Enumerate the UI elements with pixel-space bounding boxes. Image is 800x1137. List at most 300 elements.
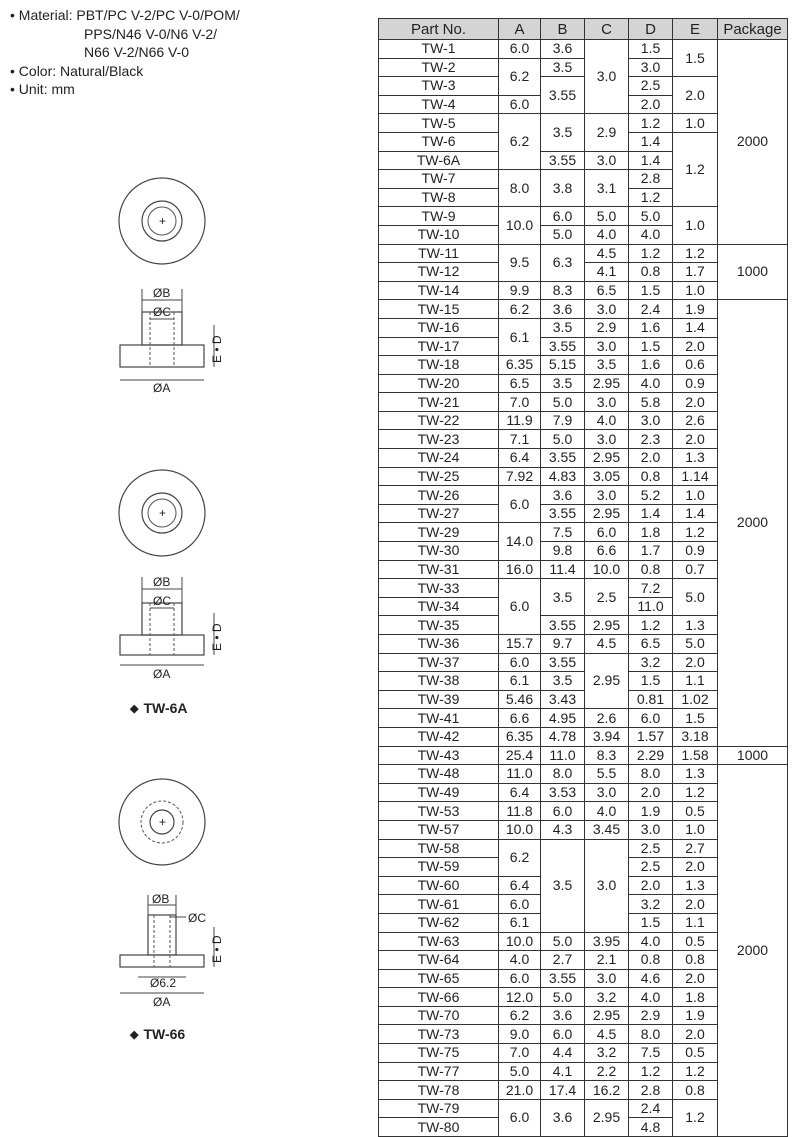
dim-a-cell: 6.4 bbox=[499, 876, 541, 895]
dim-e-cell: 1.9 bbox=[673, 1006, 718, 1025]
table-row bbox=[379, 40, 788, 59]
dim-e-cell: 0.5 bbox=[673, 932, 718, 951]
dim-e-cell: 1.0 bbox=[673, 207, 718, 244]
dim-c-cell: 6.5 bbox=[585, 281, 629, 300]
dim-b-cell: 3.5 bbox=[541, 374, 585, 393]
part-no-cell: TW-7 bbox=[379, 170, 499, 189]
dim-d-cell: 7.5 bbox=[629, 1044, 673, 1063]
dim-c-cell: 3.0 bbox=[585, 486, 629, 505]
dim-b: ØB bbox=[153, 286, 171, 300]
dim-e-cell: 1.4 bbox=[673, 318, 718, 337]
dim-c: ØC bbox=[188, 911, 206, 925]
dim-c-cell: 3.95 bbox=[585, 932, 629, 951]
part-no-cell: TW-6 bbox=[379, 132, 499, 151]
dim-a: ØA bbox=[153, 667, 171, 681]
dim-e-cell: 2.0 bbox=[673, 858, 718, 877]
dim-b-cell: 6.0 bbox=[541, 207, 585, 226]
dim-e-cell: 2.0 bbox=[673, 393, 718, 412]
dim-b-cell: 3.55 bbox=[541, 449, 585, 468]
part-no-cell: TW-34 bbox=[379, 597, 499, 616]
dim-c-cell: 3.0 bbox=[585, 151, 629, 170]
part-no-cell: TW-35 bbox=[379, 616, 499, 635]
dim-c-cell: 3.0 bbox=[585, 430, 629, 449]
dim-e-cell: 1.0 bbox=[673, 281, 718, 300]
dim-d-cell: 3.0 bbox=[629, 58, 673, 77]
dim-c-cell: 3.0 bbox=[585, 783, 629, 802]
package-cell: 2000 bbox=[718, 300, 788, 746]
dim-d-cell: 1.5 bbox=[629, 40, 673, 59]
dim-c-cell: 2.95 bbox=[585, 1099, 629, 1136]
dim-e-cell: 0.5 bbox=[673, 802, 718, 821]
dim-c-cell: 8.3 bbox=[585, 746, 629, 765]
part-no-cell: TW-18 bbox=[379, 356, 499, 375]
dim-d-cell: 11.0 bbox=[629, 597, 673, 616]
dim-a-cell: 6.4 bbox=[499, 449, 541, 468]
header-cell: Package bbox=[718, 19, 788, 40]
dim-e-cell: 1.5 bbox=[673, 709, 718, 728]
dim-a-cell: 7.0 bbox=[499, 1044, 541, 1063]
dim-b-cell: 3.55 bbox=[541, 77, 585, 114]
dim-b-cell: 5.0 bbox=[541, 393, 585, 412]
dim-a-cell: 8.0 bbox=[499, 170, 541, 207]
dim-a-cell: 9.9 bbox=[499, 281, 541, 300]
dim-b-cell: 4.83 bbox=[541, 467, 585, 486]
dim-d62: Ø6.2 bbox=[150, 976, 177, 990]
dim-b-cell: 3.55 bbox=[541, 337, 585, 356]
dim-d-cell: 4.0 bbox=[629, 932, 673, 951]
dim-c-cell: 3.0 bbox=[585, 300, 629, 319]
part-no-cell: TW-39 bbox=[379, 690, 499, 709]
dim-a-cell: 6.4 bbox=[499, 783, 541, 802]
dim-c-cell: 3.5 bbox=[585, 356, 629, 375]
dim-b-cell: 6.3 bbox=[541, 244, 585, 281]
part-no-cell: TW-27 bbox=[379, 504, 499, 523]
dim-b-cell: 4.95 bbox=[541, 709, 585, 728]
dim-d-cell: 0.81 bbox=[629, 690, 673, 709]
dim-e-cell: 2.0 bbox=[673, 77, 718, 114]
dim-d-cell: 2.0 bbox=[629, 449, 673, 468]
dim-b-cell: 3.6 bbox=[541, 486, 585, 505]
dim-d-cell: 3.2 bbox=[629, 895, 673, 914]
dim-b-cell: 9.8 bbox=[541, 542, 585, 561]
part-no-cell: TW-12 bbox=[379, 263, 499, 282]
dim-c-cell: 3.45 bbox=[585, 820, 629, 839]
dim-c-cell: 4.1 bbox=[585, 263, 629, 282]
dim-d-cell: 2.0 bbox=[629, 876, 673, 895]
dim-a-cell: 6.1 bbox=[499, 672, 541, 691]
part-no-cell: TW-5 bbox=[379, 114, 499, 133]
dim-e-cell: 1.7 bbox=[673, 263, 718, 282]
dim-e-cell: 0.8 bbox=[673, 1081, 718, 1100]
part-no-cell: TW-29 bbox=[379, 523, 499, 542]
dim-b-cell: 9.7 bbox=[541, 635, 585, 654]
dim-d-cell: 5.8 bbox=[629, 393, 673, 412]
grommet-drawing-tw66 bbox=[100, 765, 260, 1025]
dim-c-cell: 2.9 bbox=[585, 114, 629, 151]
dim-a-cell: 6.2 bbox=[499, 839, 541, 876]
dim-e-cell: 2.0 bbox=[673, 430, 718, 449]
dim-e-cell: 1.0 bbox=[673, 486, 718, 505]
dim-e-cell: 2.0 bbox=[673, 969, 718, 988]
flange-outline bbox=[120, 635, 204, 655]
svg-text:+: + bbox=[159, 506, 167, 520]
dim-b-cell: 3.5 bbox=[541, 58, 585, 77]
dim-b-cell: 3.55 bbox=[541, 969, 585, 988]
dim-d-cell: 5.2 bbox=[629, 486, 673, 505]
material-line: N66 V-2/N66 V-0 bbox=[84, 44, 190, 60]
dim-b-cell: 3.5 bbox=[541, 114, 585, 151]
part-no-cell: TW-14 bbox=[379, 281, 499, 300]
dim-b-cell: 4.4 bbox=[541, 1044, 585, 1063]
dim-c-cell: 3.0 bbox=[585, 40, 629, 114]
dim-b-cell: 3.6 bbox=[541, 1099, 585, 1136]
dim-a-cell: 6.5 bbox=[499, 374, 541, 393]
dim-e-cell: 5.0 bbox=[673, 635, 718, 654]
dim-d-cell: 0.8 bbox=[629, 951, 673, 970]
dim-e-cell: 1.2 bbox=[673, 1062, 718, 1081]
header-cell: B bbox=[541, 19, 585, 40]
part-no-cell: TW-59 bbox=[379, 858, 499, 877]
dim-b-cell: 4.1 bbox=[541, 1062, 585, 1081]
dim-b-cell: 3.55 bbox=[541, 504, 585, 523]
dim-a-cell: 10.0 bbox=[499, 820, 541, 839]
part-no-cell: TW-49 bbox=[379, 783, 499, 802]
dim-a-cell: 6.1 bbox=[499, 913, 541, 932]
dim-d-cell: 1.2 bbox=[629, 114, 673, 133]
dim-e-cell: 1.3 bbox=[673, 876, 718, 895]
dim-e-cell: 1.14 bbox=[673, 467, 718, 486]
dim-d-cell: 2.0 bbox=[629, 95, 673, 114]
dim-d-cell: 1.2 bbox=[629, 244, 673, 263]
dim-c-cell: 5.0 bbox=[585, 207, 629, 226]
part-no-cell: TW-9 bbox=[379, 207, 499, 226]
dim-a-cell: 11.0 bbox=[499, 765, 541, 784]
dim-c-cell: 2.9 bbox=[585, 318, 629, 337]
table-row bbox=[379, 244, 788, 263]
dim-d-cell: 4.6 bbox=[629, 969, 673, 988]
part-no-cell: TW-36 bbox=[379, 635, 499, 654]
dim-d-cell: 1.5 bbox=[629, 672, 673, 691]
dim-e-cell: 1.0 bbox=[673, 820, 718, 839]
grommet-drawing-1 bbox=[100, 175, 260, 400]
part-no-cell: TW-57 bbox=[379, 820, 499, 839]
dim-d-cell: 2.29 bbox=[629, 746, 673, 765]
part-no-cell: TW-2 bbox=[379, 58, 499, 77]
part-no-cell: TW-6A bbox=[379, 151, 499, 170]
dim-d-cell: 4.0 bbox=[629, 374, 673, 393]
dim-b-cell: 3.5 bbox=[541, 579, 585, 616]
dim-d-cell: 3.0 bbox=[629, 411, 673, 430]
dim-b-cell: 3.6 bbox=[541, 40, 585, 59]
dim-a-cell: 6.2 bbox=[499, 1006, 541, 1025]
header-cell: A bbox=[499, 19, 541, 40]
dim-e-cell: 2.0 bbox=[673, 1025, 718, 1044]
dim-a-cell: 6.0 bbox=[499, 95, 541, 114]
part-no-cell: TW-20 bbox=[379, 374, 499, 393]
dim-c-cell: 2.1 bbox=[585, 951, 629, 970]
part-no-cell: TW-33 bbox=[379, 579, 499, 598]
dim-d-cell: 1.6 bbox=[629, 318, 673, 337]
dim-c-cell: 3.0 bbox=[585, 969, 629, 988]
dim-a-cell: 6.0 bbox=[499, 486, 541, 523]
dim-d-cell: 1.2 bbox=[629, 616, 673, 635]
dim-a-cell: 12.0 bbox=[499, 988, 541, 1007]
dim-e-cell: 1.2 bbox=[673, 783, 718, 802]
dim-b-cell: 5.0 bbox=[541, 988, 585, 1007]
package-cell: 1000 bbox=[718, 746, 788, 765]
dim-b-cell: 6.0 bbox=[541, 1025, 585, 1044]
dim-d-cell: 1.4 bbox=[629, 504, 673, 523]
dim-e-cell: 1.02 bbox=[673, 690, 718, 709]
part-no-cell: TW-38 bbox=[379, 672, 499, 691]
dim-d-cell: 4.8 bbox=[629, 1118, 673, 1137]
dim-d-cell: 2.5 bbox=[629, 839, 673, 858]
dim-d-cell: 4.0 bbox=[629, 988, 673, 1007]
part-no-cell: TW-43 bbox=[379, 746, 499, 765]
dim-e-cell: 0.7 bbox=[673, 560, 718, 579]
svg-text:+: + bbox=[159, 815, 167, 829]
dim-a-cell: 16.0 bbox=[499, 560, 541, 579]
part-no-cell: TW-58 bbox=[379, 839, 499, 858]
dim-a-cell: 6.2 bbox=[499, 300, 541, 319]
part-no-cell: TW-79 bbox=[379, 1099, 499, 1118]
dim-a-cell: 7.92 bbox=[499, 467, 541, 486]
dim-b-cell: 3.55 bbox=[541, 616, 585, 635]
part-no-cell: TW-70 bbox=[379, 1006, 499, 1025]
dim-a-cell: 6.0 bbox=[499, 653, 541, 672]
part-no-cell: TW-10 bbox=[379, 225, 499, 244]
grommet-drawing-tw6a bbox=[100, 465, 260, 690]
dim-c-cell: 2.95 bbox=[585, 504, 629, 523]
dim-e-cell: 0.9 bbox=[673, 542, 718, 561]
dim-c-cell: 3.94 bbox=[585, 727, 629, 746]
dim-c-cell: 5.5 bbox=[585, 765, 629, 784]
header-cell: D bbox=[629, 19, 673, 40]
dim-c-cell: 2.95 bbox=[585, 374, 629, 393]
dim-d-cell: 1.2 bbox=[629, 188, 673, 207]
dim-b-cell: 17.4 bbox=[541, 1081, 585, 1100]
part-no-cell: TW-11 bbox=[379, 244, 499, 263]
part-no-cell: TW-15 bbox=[379, 300, 499, 319]
dim-e-cell: 2.0 bbox=[673, 895, 718, 914]
dim-e-cell: 1.0 bbox=[673, 114, 718, 133]
part-no-cell: TW-4 bbox=[379, 95, 499, 114]
dim-a-cell: 11.8 bbox=[499, 802, 541, 821]
dim-a-cell: 6.6 bbox=[499, 709, 541, 728]
dim-c-cell: 3.0 bbox=[585, 337, 629, 356]
dim-c-cell: 2.2 bbox=[585, 1062, 629, 1081]
dim-d-cell: 1.4 bbox=[629, 151, 673, 170]
material-line: PPS/N46 V-0/N6 V-2/ bbox=[84, 25, 218, 42]
dim-d-cell: 3.0 bbox=[629, 820, 673, 839]
dim-c-cell: 4.0 bbox=[585, 225, 629, 244]
dim-c-cell: 3.1 bbox=[585, 170, 629, 207]
dim-c-cell: 2.95 bbox=[585, 616, 629, 635]
dim-d-cell: 7.2 bbox=[629, 579, 673, 598]
dim-c: ØC bbox=[153, 305, 171, 319]
part-no-cell: TW-41 bbox=[379, 709, 499, 728]
dim-a-cell: 14.0 bbox=[499, 523, 541, 560]
color-line: • Color: Natural/Black bbox=[10, 62, 144, 79]
dim-c-cell: 2.95 bbox=[585, 449, 629, 468]
dim-d-cell: 6.5 bbox=[629, 635, 673, 654]
dim-a-cell: 25.4 bbox=[499, 746, 541, 765]
dim-e-cell: 1.3 bbox=[673, 765, 718, 784]
dim-e-cell: 2.7 bbox=[673, 839, 718, 858]
flange-outline bbox=[120, 955, 204, 967]
part-no-cell: TW-60 bbox=[379, 876, 499, 895]
dim-b-cell: 4.78 bbox=[541, 727, 585, 746]
dim-b-cell: 4.3 bbox=[541, 820, 585, 839]
dim-e-cell: 2.6 bbox=[673, 411, 718, 430]
dim-ed: E • D bbox=[210, 623, 224, 651]
dim-b-cell: 2.7 bbox=[541, 951, 585, 970]
table-row bbox=[379, 746, 788, 765]
dim-e-cell: 0.9 bbox=[673, 374, 718, 393]
body-outline bbox=[148, 915, 176, 955]
dim-b-cell: 3.55 bbox=[541, 653, 585, 672]
dim-c-cell: 2.5 bbox=[585, 579, 629, 616]
dim-d-cell: 2.3 bbox=[629, 430, 673, 449]
dim-d-cell: 2.5 bbox=[629, 77, 673, 96]
dim-c-cell: 2.6 bbox=[585, 709, 629, 728]
dim-c-cell: 3.0 bbox=[585, 839, 629, 932]
dim-e-cell: 1.2 bbox=[673, 244, 718, 263]
dim-b-cell: 3.5 bbox=[541, 839, 585, 932]
dim-d-cell: 4.0 bbox=[629, 225, 673, 244]
dim-a-cell: 6.0 bbox=[499, 579, 541, 635]
header-cell: C bbox=[585, 19, 629, 40]
dim-a-cell: 6.0 bbox=[499, 895, 541, 914]
dim-a-cell: 9.0 bbox=[499, 1025, 541, 1044]
svg-text:+: + bbox=[159, 214, 167, 228]
dim-e-cell: 3.18 bbox=[673, 727, 718, 746]
material-line: • Material: PBT/PC V-2/PC V-0/POM/ bbox=[10, 7, 240, 23]
dim-d-cell: 2.8 bbox=[629, 1081, 673, 1100]
dim-b-cell: 7.5 bbox=[541, 523, 585, 542]
dim-a-cell: 10.0 bbox=[499, 207, 541, 244]
flange-outline bbox=[120, 345, 204, 367]
dim-e-cell: 1.3 bbox=[673, 449, 718, 468]
dim-a-cell: 7.0 bbox=[499, 393, 541, 412]
dim-c-cell: 16.2 bbox=[585, 1081, 629, 1100]
dim-b-cell: 3.5 bbox=[541, 318, 585, 337]
dim-e-cell: 0.5 bbox=[673, 1044, 718, 1063]
dim-b: ØB bbox=[152, 892, 170, 906]
part-no-cell: TW-77 bbox=[379, 1062, 499, 1081]
dim-d-cell: 1.6 bbox=[629, 356, 673, 375]
dim-b-cell: 8.0 bbox=[541, 765, 585, 784]
dim-d-cell: 5.0 bbox=[629, 207, 673, 226]
part-no-cell: TW-62 bbox=[379, 913, 499, 932]
table-header-row bbox=[379, 19, 788, 40]
dim-a-cell: 6.0 bbox=[499, 1099, 541, 1136]
dim-b-cell: 6.0 bbox=[541, 802, 585, 821]
dim-e-cell: 1.3 bbox=[673, 616, 718, 635]
dim-b: ØB bbox=[153, 575, 171, 589]
dim-d-cell: 8.0 bbox=[629, 765, 673, 784]
dim-c-cell: 4.0 bbox=[585, 802, 629, 821]
dim-d-cell: 1.57 bbox=[629, 727, 673, 746]
dim-d-cell: 2.4 bbox=[629, 300, 673, 319]
part-no-cell: TW-3 bbox=[379, 77, 499, 96]
spec-table bbox=[378, 18, 788, 1137]
part-no-cell: TW-16 bbox=[379, 318, 499, 337]
dim-c: ØC bbox=[153, 594, 171, 608]
part-no-cell: TW-80 bbox=[379, 1118, 499, 1137]
dim-e-cell: 1.2 bbox=[673, 132, 718, 206]
dim-d-cell: 2.4 bbox=[629, 1099, 673, 1118]
part-no-cell: TW-1 bbox=[379, 40, 499, 59]
dim-e-cell: 5.0 bbox=[673, 579, 718, 616]
dim-e-cell: 1.2 bbox=[673, 1099, 718, 1136]
dim-a-cell: 6.0 bbox=[499, 40, 541, 59]
dim-d-cell: 0.8 bbox=[629, 263, 673, 282]
package-cell: 1000 bbox=[718, 244, 788, 300]
part-no-cell: TW-75 bbox=[379, 1044, 499, 1063]
table-body bbox=[379, 40, 788, 1137]
dim-b-cell: 8.3 bbox=[541, 281, 585, 300]
dim-b-cell: 5.0 bbox=[541, 225, 585, 244]
part-no-cell: TW-42 bbox=[379, 727, 499, 746]
dim-d-cell: 3.2 bbox=[629, 653, 673, 672]
drawing-label-tw66: ◆ TW-66 bbox=[130, 1026, 186, 1042]
dim-d-cell: 1.5 bbox=[629, 913, 673, 932]
part-no-cell: TW-22 bbox=[379, 411, 499, 430]
dim-c-cell: 2.95 bbox=[585, 1006, 629, 1025]
part-no-cell: TW-25 bbox=[379, 467, 499, 486]
dim-c-cell: 4.5 bbox=[585, 1025, 629, 1044]
dim-c-cell: 4.0 bbox=[585, 411, 629, 430]
dim-b-cell: 3.53 bbox=[541, 783, 585, 802]
dim-a-cell: 11.9 bbox=[499, 411, 541, 430]
dim-d-cell: 1.5 bbox=[629, 337, 673, 356]
dim-e-cell: 1.1 bbox=[673, 913, 718, 932]
dim-b-cell: 7.9 bbox=[541, 411, 585, 430]
part-no-cell: TW-8 bbox=[379, 188, 499, 207]
dim-a-cell: 6.35 bbox=[499, 356, 541, 375]
dim-e-cell: 1.5 bbox=[673, 40, 718, 77]
dim-c-cell: 3.2 bbox=[585, 1044, 629, 1063]
dim-a: ØA bbox=[153, 995, 171, 1009]
part-no-cell: TW-23 bbox=[379, 430, 499, 449]
dim-a-cell: 6.35 bbox=[499, 727, 541, 746]
dim-c-cell: 4.5 bbox=[585, 244, 629, 263]
dim-a-cell: 7.1 bbox=[499, 430, 541, 449]
dim-d-cell: 2.5 bbox=[629, 858, 673, 877]
dim-e-cell: 1.1 bbox=[673, 672, 718, 691]
dim-e-cell: 1.9 bbox=[673, 300, 718, 319]
dim-b-cell: 3.8 bbox=[541, 170, 585, 207]
dim-d-cell: 1.8 bbox=[629, 523, 673, 542]
dim-e-cell: 0.8 bbox=[673, 951, 718, 970]
dim-b-cell: 3.43 bbox=[541, 690, 585, 709]
dim-a-cell: 15.7 bbox=[499, 635, 541, 654]
dim-c-cell: 4.5 bbox=[585, 635, 629, 654]
dim-d-cell: 2.8 bbox=[629, 170, 673, 189]
part-no-cell: TW-64 bbox=[379, 951, 499, 970]
dim-a-cell: 5.0 bbox=[499, 1062, 541, 1081]
spec-list bbox=[10, 6, 240, 99]
part-no-cell: TW-61 bbox=[379, 895, 499, 914]
part-no-cell: TW-30 bbox=[379, 542, 499, 561]
part-no-cell: TW-31 bbox=[379, 560, 499, 579]
dim-d-cell: 0.8 bbox=[629, 467, 673, 486]
part-no-cell: TW-37 bbox=[379, 653, 499, 672]
part-no-cell: TW-63 bbox=[379, 932, 499, 951]
dim-d-cell: 8.0 bbox=[629, 1025, 673, 1044]
dim-d-cell: 1.7 bbox=[629, 542, 673, 561]
